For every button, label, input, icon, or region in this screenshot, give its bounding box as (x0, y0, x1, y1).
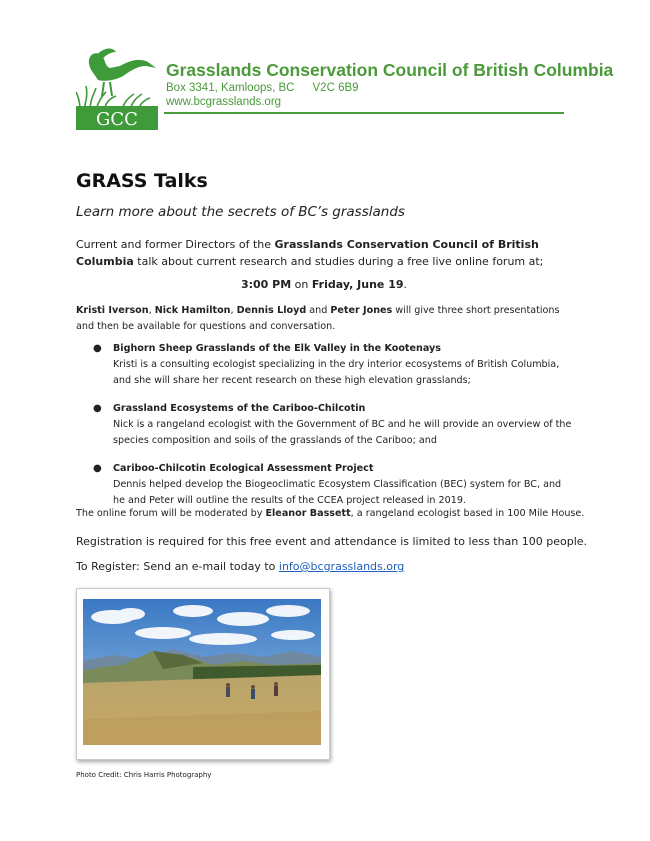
speaker-name: Kristi Iverson (76, 305, 149, 316)
intro-text-2: talk about current research and studies during a free live online forum at; (133, 255, 544, 268)
talk-title: Grassland Ecosystems of the Cariboo-Chilcotin (113, 403, 366, 414)
separator: and (306, 305, 331, 316)
event-time-line (76, 278, 572, 291)
register-email-link[interactable]: info@bcgrasslands.org (278, 560, 405, 573)
speaker-name: Peter Jones (330, 305, 393, 316)
register-text: To Register: Send an e-mail today to (76, 560, 279, 573)
speakers-text: will give three short presentations and then be available for questions and conversation. (76, 305, 560, 332)
talks-list (76, 341, 576, 521)
talk-title: Bighorn Sheep Grasslands of the Elk Valley in the Kootenays (113, 343, 441, 354)
logo-text: GCC (96, 109, 138, 130)
moderator-text-1: The online forum will be moderated by (76, 508, 266, 519)
moderator-line (76, 508, 586, 519)
event-on: on (291, 278, 312, 291)
talk-description: Dennis helped develop the Biogeoclimatic Ecosystem Classification (BEC) system for BC, and he and Peter will outline the results of the CCEA project released in 2019. (113, 479, 562, 506)
list-item (76, 401, 576, 449)
talk-title: Cariboo-Chilcotin Ecological Assessment Project (113, 463, 374, 474)
org-address (166, 82, 359, 94)
header-divider (164, 112, 564, 114)
intro-org-name: Grasslands Conservation Council of British Columbia (76, 238, 539, 268)
org-website: www.bcgrasslands.org (166, 96, 282, 108)
event-period: . (403, 278, 408, 291)
event-date: Friday, June 19 (311, 278, 404, 291)
gcc-heron-logo (76, 44, 158, 130)
address-line: Box 3341, Kamloops, BC (166, 82, 295, 94)
bullet-icon: ● (93, 343, 102, 354)
list-item (76, 341, 576, 389)
talk-description: Nick is a rangeland ecologist with the Government of BC and he will provide an overview of the species composition and soils of the grasslands of the Cariboo; and (113, 419, 572, 446)
talk-description: Kristi is a consulting ecologist specializing in the dry interior ecosystems of British Columbia, and she will share her recent research on these high elevation grasslands; (113, 359, 560, 386)
bullet-icon: ● (93, 403, 102, 414)
photo-credit: Photo Credit: Chris Harris Photography (76, 771, 212, 779)
moderator-name: Eleanor Bassett (265, 508, 351, 519)
grassland-photo (76, 588, 330, 760)
moderator-text-2: , a rangeland ecologist based in 100 Mile House. (350, 508, 585, 519)
registration-note: Registration is required for this free event and attendance is limited to less than 100 people. (76, 535, 588, 548)
separator: , (148, 305, 155, 316)
org-name: Grasslands Conservation Council of British Columbia (166, 60, 614, 80)
speakers-paragraph (76, 303, 572, 335)
page-subtitle: Learn more about the secrets of BC’s grasslands (76, 204, 405, 220)
separator: , (230, 305, 237, 316)
bullet-icon: ● (93, 463, 102, 474)
page-title: GRASS Talks (76, 170, 208, 192)
grassland-photo-image (83, 599, 321, 745)
register-line (76, 560, 404, 573)
postal-code: V2C 6B9 (312, 82, 359, 94)
event-time: 3:00 PM (240, 278, 292, 291)
speaker-name: Nick Hamilton (154, 305, 231, 316)
intro-paragraph (76, 236, 572, 270)
speaker-name: Dennis Lloyd (236, 305, 307, 316)
intro-text-1: Current and former Directors of the (76, 238, 275, 251)
list-item (76, 461, 576, 509)
